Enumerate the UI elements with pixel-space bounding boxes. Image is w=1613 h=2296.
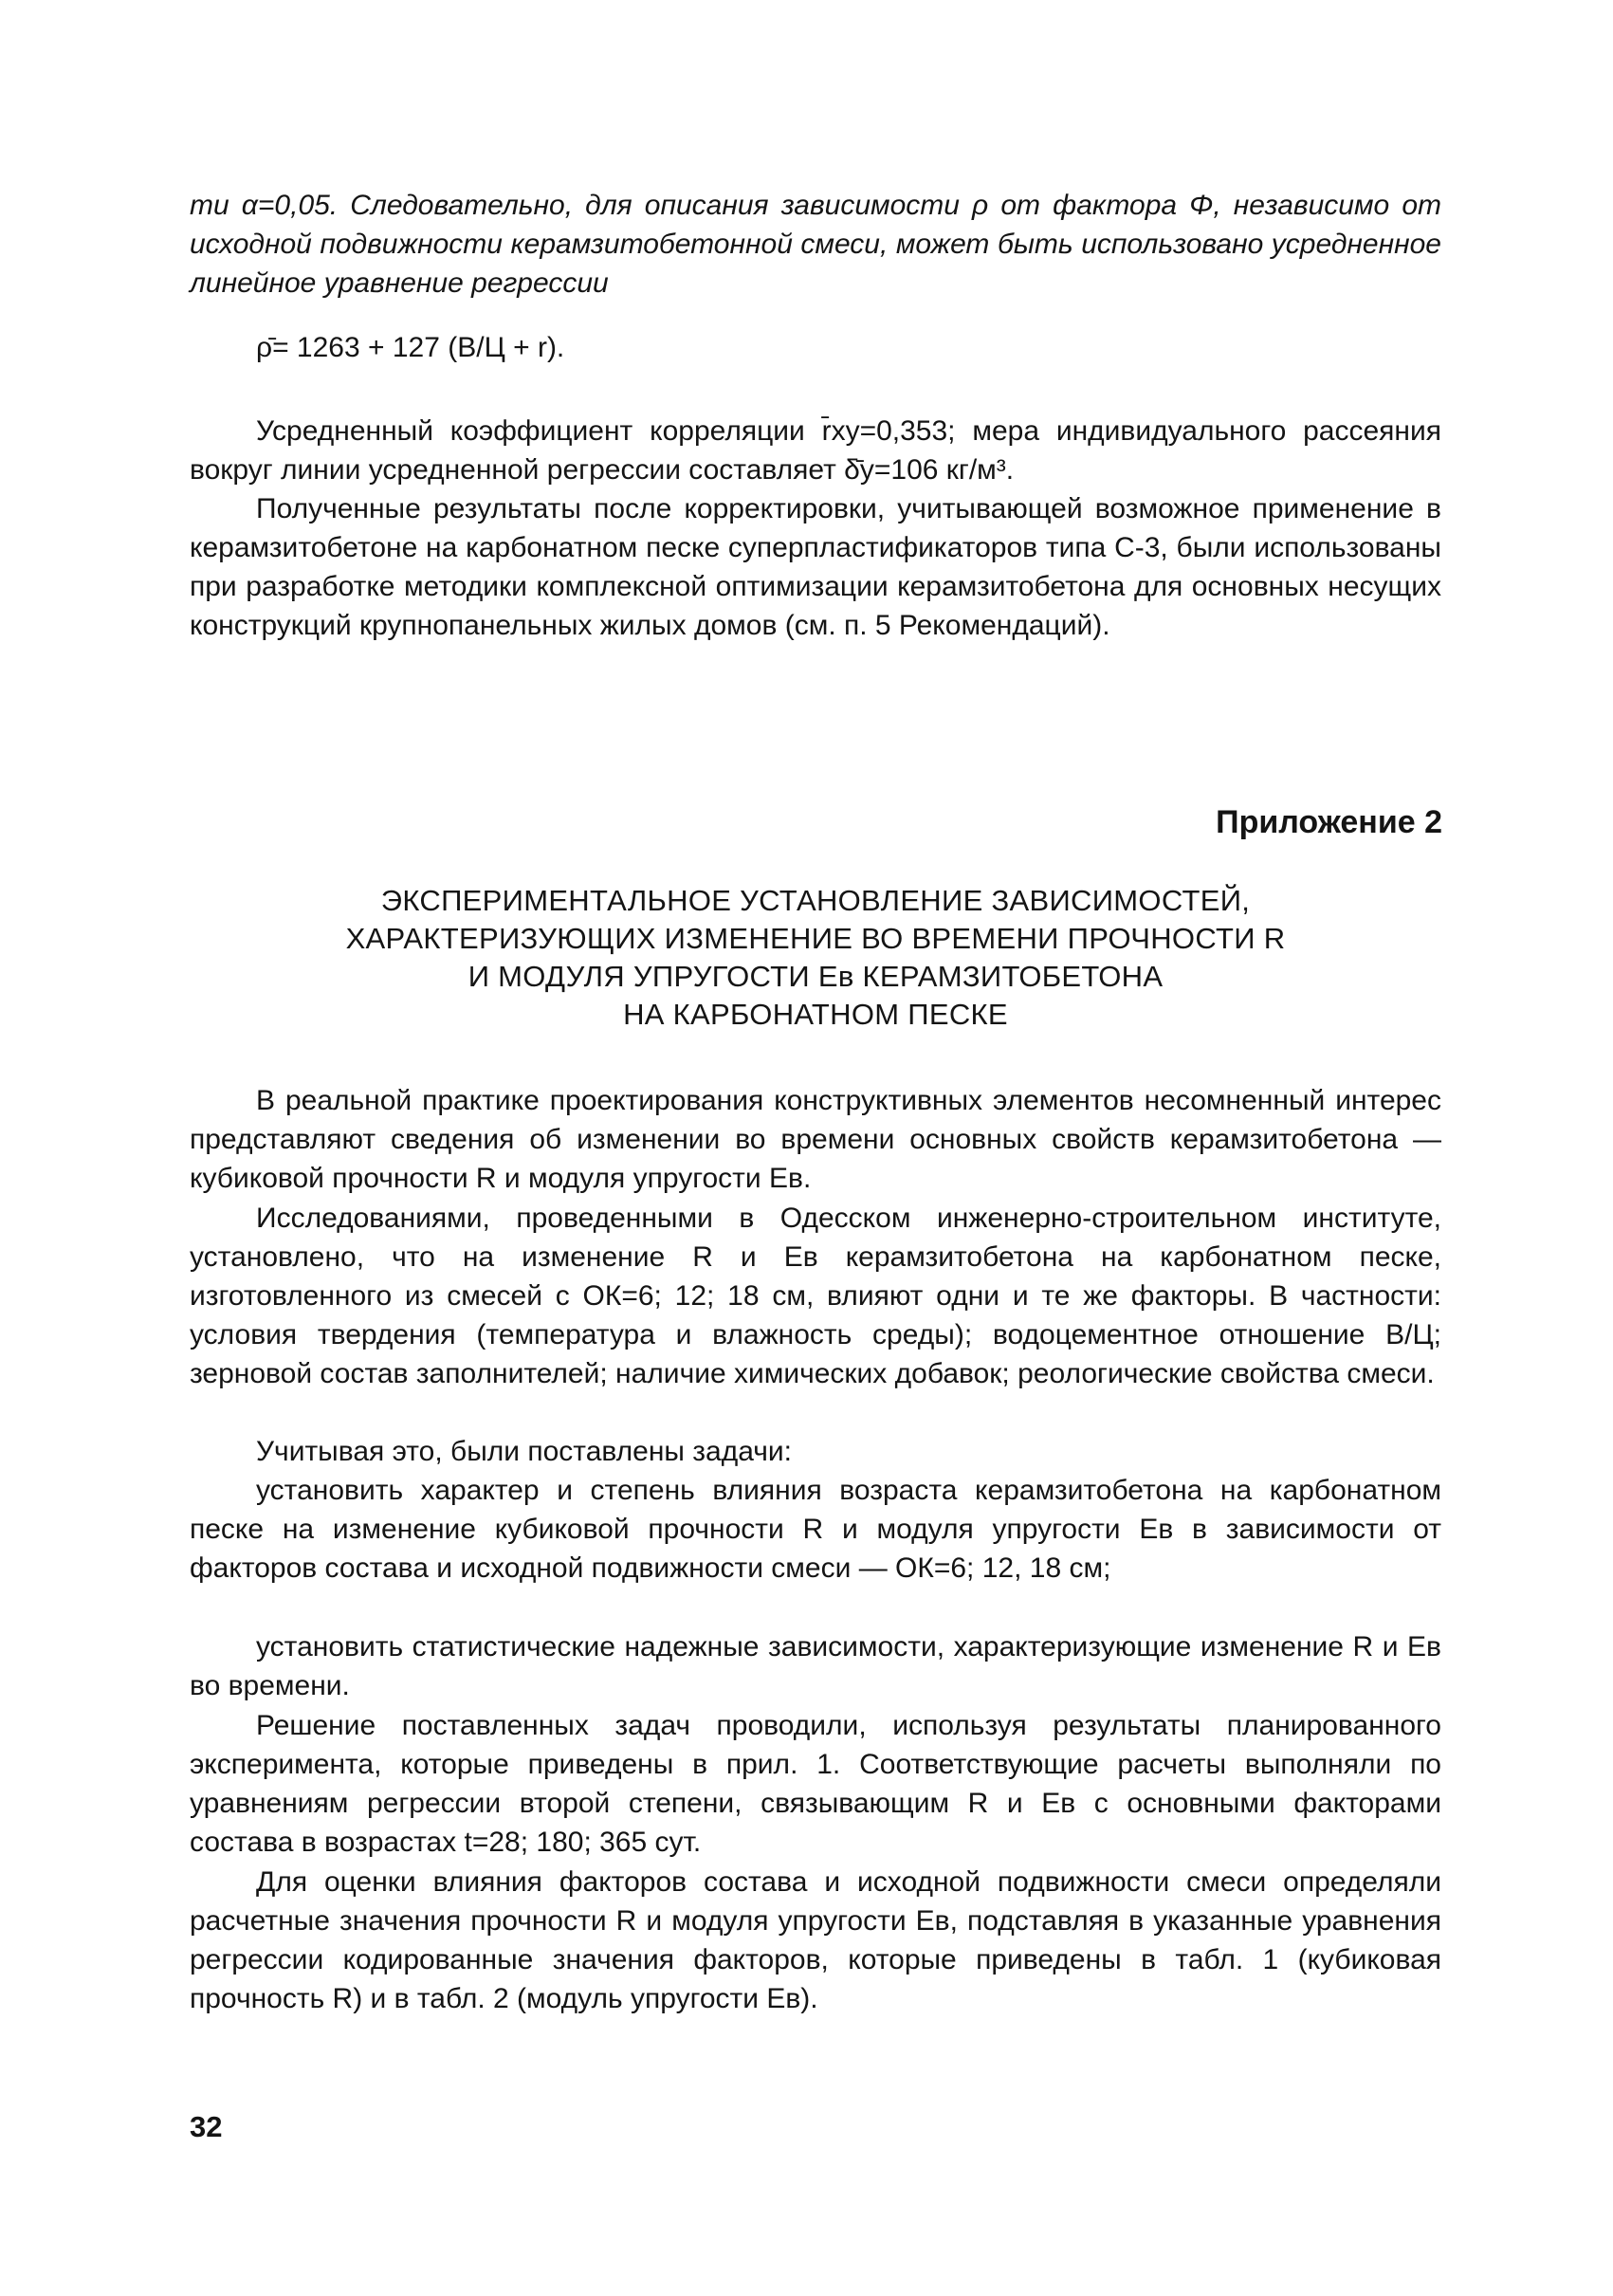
paragraph-task-2: установить статистические надежные зависимости, характеризующие изменение R и Eв во времени. bbox=[190, 1631, 1441, 1701]
heading-line-3: И МОДУЛЯ УПРУГОСТИ Eв КЕРАМЗИТОБЕТОНА bbox=[467, 960, 1164, 993]
paragraph-tasks-intro: Учитывая это, были поставлены задачи: bbox=[256, 1436, 792, 1467]
paragraph-task-1: установить характер и степень влияния возраста керамзитобетона на карбонатном песке на изменение кубиковой прочности R и модуля упругости Eв в зависимости от факторов состава и исходной подвижности смеси — ОК=6; 12, 18 см; bbox=[190, 1475, 1441, 1584]
paragraph-continuation: ти α=0,05. Следовательно, для описания зависимости ρ от фактора Φ, независимо от исходной подвижности керамзитобетонной смеси, может быть использовано усредненное линейное уравнение регрессии bbox=[190, 190, 1441, 299]
paragraph-correlation: Усредненный коэффициент корреляции r̄xy=0,353; мера индивидуального рассеяния вокруг линии усредненной регрессии составляет δ̄y=106 кг/м³. bbox=[190, 415, 1441, 486]
page-number: 32 bbox=[190, 2110, 223, 2143]
paragraph-evaluation: Для оценки влияния факторов состава и исходной подвижности смеси определяли расчетные значения прочности R и модуля упругости Eв, подставляя в указанные уравнения регрессии кодированные значения факторов, которые приведены в табл. 1 (кубиковая прочность R) и в табл. 2 (модуль упругости Eв). bbox=[190, 1866, 1441, 2014]
paragraph-solution: Решение поставленных задач проводили, используя результаты планированного эксперимента, которые приведены в прил. 1. Соответствующие расчеты выполняли по уравнениям регрессии второй степени, связывающим R и Eв с основными факторами состава в возрастах t=28; 180; 365 сут. bbox=[190, 1710, 1441, 1858]
section-heading bbox=[190, 882, 1441, 1034]
paragraph-intro: В реальной практике проектирования конструктивных элементов несомненный интерес представляют сведения об изменении во времени основных свойств керамзитобетона — кубиковой прочности R и модуля упругости Eв. bbox=[190, 1085, 1441, 1194]
heading-line-2: ХАРАКТЕРИЗУЮЩИХ ИЗМЕНЕНИЕ ВО ВРЕМЕНИ ПРОЧНОСТИ R bbox=[345, 922, 1286, 955]
regression-formula: ρ̄= 1263 + 127 (В/Ц + r). bbox=[256, 332, 565, 363]
appendix-label: Приложение 2 bbox=[1216, 804, 1442, 840]
paragraph-results: Полученные результаты после корректировки, учитывающей возможное применение в керамзитобетоне на карбонатном песке суперпластификаторов типа С-3, были использованы при разработке методики комплексной оптимизации керамзитобетона для основных несущих конструкций крупнопанельных жилых домов (см. п. 5 Рекомендаций). bbox=[190, 493, 1441, 641]
paragraph-research: Исследованиями, проведенными в Одесском инженерно-строительном институте, установлено, что на изменение R и Eв керамзитобетона на карбонатном песке, изготовленного из смесей с ОК=6; 12; 18 см, влияют одни и те же факторы. В частности: условия твердения (температура и влажность среды); водоцементное отношение В/Ц; зерновой состав заполнителей; наличие химических добавок; реологические свойства смеси. bbox=[190, 1203, 1441, 1389]
heading-line-1: ЭКСПЕРИМЕНТАЛЬНОЕ УСТАНОВЛЕНИЕ ЗАВИСИМОСТЕЙ, bbox=[380, 884, 1251, 917]
heading-line-4: НА КАРБОНАТНОМ ПЕСКЕ bbox=[623, 998, 1008, 1031]
